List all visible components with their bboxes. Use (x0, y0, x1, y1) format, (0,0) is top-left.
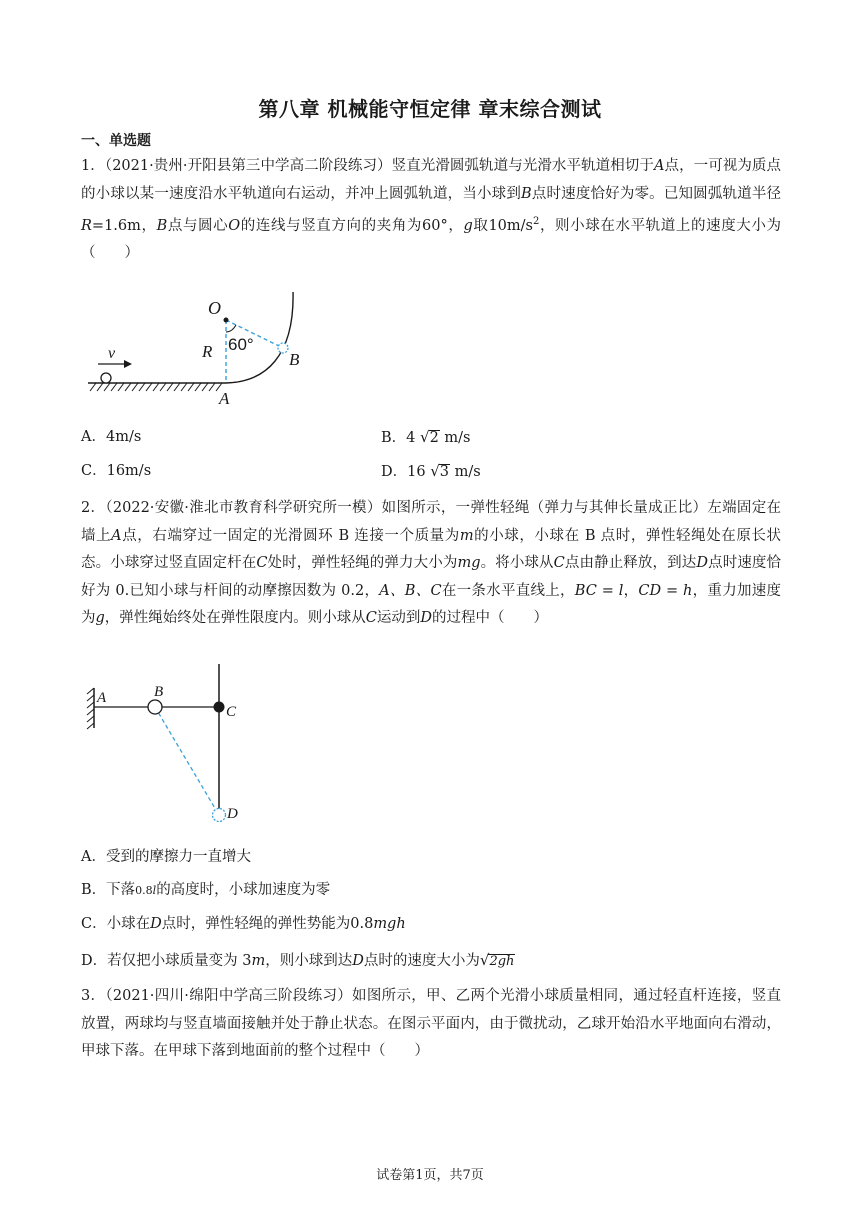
ball (101, 373, 111, 383)
wall-hatch (87, 688, 94, 729)
question-3-text: 3．（2021·四川·绵阳中学高三阶段练习）如图所示，甲、乙两个光滑小球质量相同，通过轻直杆连接，竖直放置，两球均与竖直墙面接触并处于静止状态。在图示平面内，由于微扰动，乙球开始沿水平地面向右滑动，甲球下落。在甲球下落到地面前的整个过程中（ ） (81, 988, 781, 1059)
section-heading: 一、单选题 (81, 133, 151, 149)
question-1-figure (80, 292, 320, 412)
label-R: R (202, 342, 213, 361)
velocity-arrowhead (124, 360, 132, 368)
q2-option-b[interactable]: B．下落0.8l的高度时，小球加速度为零 (81, 882, 331, 898)
angle-arc (226, 325, 236, 332)
label-C: C (226, 704, 237, 720)
label-v: v (108, 345, 116, 362)
label-angle: 60° (228, 335, 254, 354)
ring-B (148, 700, 162, 714)
question-2-text: 2．（2022·安徽·淮北市教育科学研究所一模）如图所示，一弹性轻绳（弹力与其伸长量成正比）左端固定在墙上A点，右端穿过一固定的光滑圆环 B 连接一个质量为m的小球，小球在 B 点时，弹性轻绳处在原长状态。小球穿过竖直固定杆在C处时，弹性轻绳的弹力大小为mg。将小球从C点由静止释放，到达D点时速度恰好为 0.已知小球与杆间的动摩擦因数为 0.2，A、B、C在一条水平直线上，BC = l，CD = h，重力加速度为g，弹性绳始终处在弹性限度内。则小球从C运动到D的过程中（ ） (81, 500, 782, 626)
page-footer: 试卷第1页，共7页 (376, 1168, 484, 1183)
label-D: D (227, 806, 238, 822)
q2-option-a[interactable]: A．受到的摩擦力一直增大 (81, 849, 251, 865)
label-A: A (97, 690, 107, 706)
ball-C (214, 702, 225, 713)
page-title: 第八章 机械能守恒定律 章末综合测试 (258, 97, 602, 121)
ball-D (213, 809, 226, 822)
label-O: O (208, 298, 221, 318)
q1-option-a[interactable]: A．4m/s (81, 429, 142, 445)
ground-hatch (90, 383, 222, 391)
q2-option-d[interactable]: D．若仅把小球质量变为 3m，则小球到达D点时的速度大小为√2gh (81, 951, 515, 969)
label-B: B (289, 350, 300, 369)
question-1-text: 1．（2021·贵州·开阳县第三中学高二阶段练习）竖直光滑圆弧轨道与光滑水平轨道相切于A点，一可视为质点的小球以某一速度沿水平轨道向右运动，并冲上圆弧轨道，当小球到B点时速度恰好为零。已知圆弧轨道半径R=1.6m，B点与圆心O的连线与竖直方向的夹角为60°，g取$10m/s^2$，则小球在水平轨道上的速度大小为（ ） (81, 158, 782, 262)
q1-option-d[interactable]: D．16 √3 m/s (381, 462, 481, 480)
point-O (224, 318, 229, 323)
label-A: A (219, 389, 230, 408)
label-B: B (154, 684, 164, 700)
q1-option-c[interactable]: C．16m/s (81, 463, 152, 479)
q2-option-c[interactable]: C．小球在D点时，弹性轻绳的弹性势能为0.8mgh (81, 916, 406, 932)
question-2-figure (80, 660, 260, 830)
stretched-cord (155, 707, 219, 815)
q1-option-b[interactable]: B．4 √2 m/s (381, 428, 471, 446)
ball-at-B (278, 343, 288, 353)
